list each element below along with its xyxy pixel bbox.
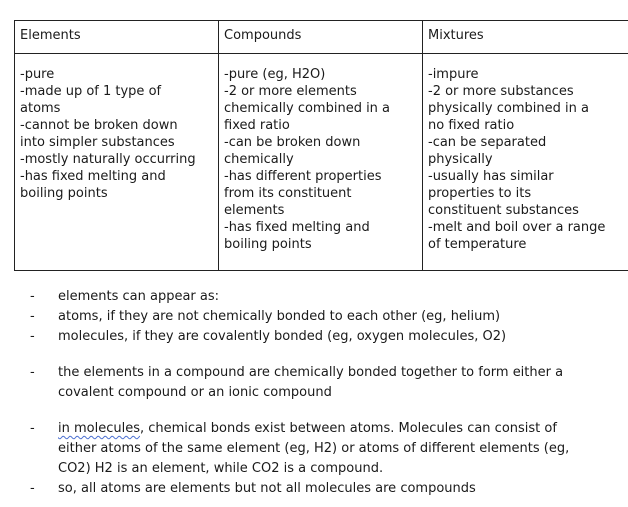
list-item <box>30 363 610 403</box>
cell-line: no fixed ratio <box>428 118 515 133</box>
list-item <box>30 419 610 479</box>
text-line: , chemical bonds exist between atoms. Molecules can consist of <box>139 421 557 436</box>
cell-line: chemically <box>224 152 294 167</box>
cell-line: -pure (eg, H2O) <box>224 67 326 82</box>
cell-line: -melt and boil over a range <box>428 220 606 235</box>
cell-mixtures <box>423 54 628 271</box>
cell-line: atoms <box>20 101 61 116</box>
cell-elements <box>15 54 219 271</box>
cell-line: into simpler substances <box>20 135 175 150</box>
cell-line: -mostly naturally occurring <box>20 152 196 167</box>
cell-line: chemically combined in a <box>224 101 391 116</box>
cell-line: -usually has similar <box>428 169 554 184</box>
list-item-text: elements can appear as: <box>58 289 220 304</box>
cell-line: -made up of 1 type of <box>20 84 162 99</box>
cell-line: -2 or more elements <box>224 84 357 99</box>
table-header-row <box>15 21 628 54</box>
cell-line: -cannot be broken down <box>20 118 178 133</box>
cell-line: fixed ratio <box>224 118 290 133</box>
cell-line: -has different properties <box>224 169 382 184</box>
cell-line: of temperature <box>428 237 527 252</box>
text-line: covalent compound or an ionic compound <box>58 385 332 400</box>
text-line: either atoms of the same element (eg, H2) or atoms of different elements (eg, <box>58 441 570 456</box>
cell-line: physically combined in a <box>428 101 589 116</box>
comparison-table <box>14 20 628 271</box>
list-item <box>30 479 610 499</box>
cell-line: -pure <box>20 67 55 82</box>
cell-line: elements <box>224 203 285 218</box>
header-elements: Elements <box>15 21 219 54</box>
cell-line: -2 or more substances <box>428 84 574 99</box>
cell-line: -has fixed melting and <box>20 169 166 184</box>
cell-line: from its constituent <box>224 186 352 201</box>
spellcheck-underlined-text: in molecules <box>58 421 140 436</box>
spacer <box>30 403 610 419</box>
cell-line: constituent substances <box>428 203 579 218</box>
list-item <box>30 287 610 307</box>
cell-line: boiling points <box>224 237 312 252</box>
notes-list <box>30 287 610 499</box>
table-row <box>15 54 628 271</box>
cell-line: physically <box>428 152 493 167</box>
cell-line: properties to its <box>428 186 532 201</box>
bullet-dash: - <box>30 481 35 496</box>
bullet-dash: - <box>30 365 35 380</box>
spacer <box>30 347 610 363</box>
list-item-text <box>58 419 610 479</box>
list-item <box>30 327 610 347</box>
bullet-dash: - <box>30 329 35 344</box>
cell-line: -has fixed melting and <box>224 220 370 235</box>
header-compounds: Compounds <box>219 21 423 54</box>
bullet-dash: - <box>30 289 35 304</box>
bullet-dash: - <box>30 421 35 436</box>
cell-line: -impure <box>428 67 479 82</box>
list-item-text: so, all atoms are elements but not all molecules are compounds <box>58 481 476 496</box>
list-item-text: molecules, if they are covalently bonded (eg, oxygen molecules, O2) <box>58 329 507 344</box>
cell-line: -can be broken down <box>224 135 361 150</box>
bullet-dash: - <box>30 309 35 324</box>
cell-compounds <box>219 54 423 271</box>
list-item <box>30 307 610 327</box>
list-item-text: atoms, if they are not chemically bonded to each other (eg, helium) <box>58 309 501 324</box>
list-item-text <box>58 363 610 403</box>
text-line: the elements in a compound are chemically bonded together to form either a <box>58 365 564 380</box>
cell-line: -can be separated <box>428 135 547 150</box>
cell-line: boiling points <box>20 186 108 201</box>
header-mixtures: Mixtures <box>423 21 628 54</box>
text-line: CO2) H2 is an element, while CO2 is a compound. <box>58 461 384 476</box>
